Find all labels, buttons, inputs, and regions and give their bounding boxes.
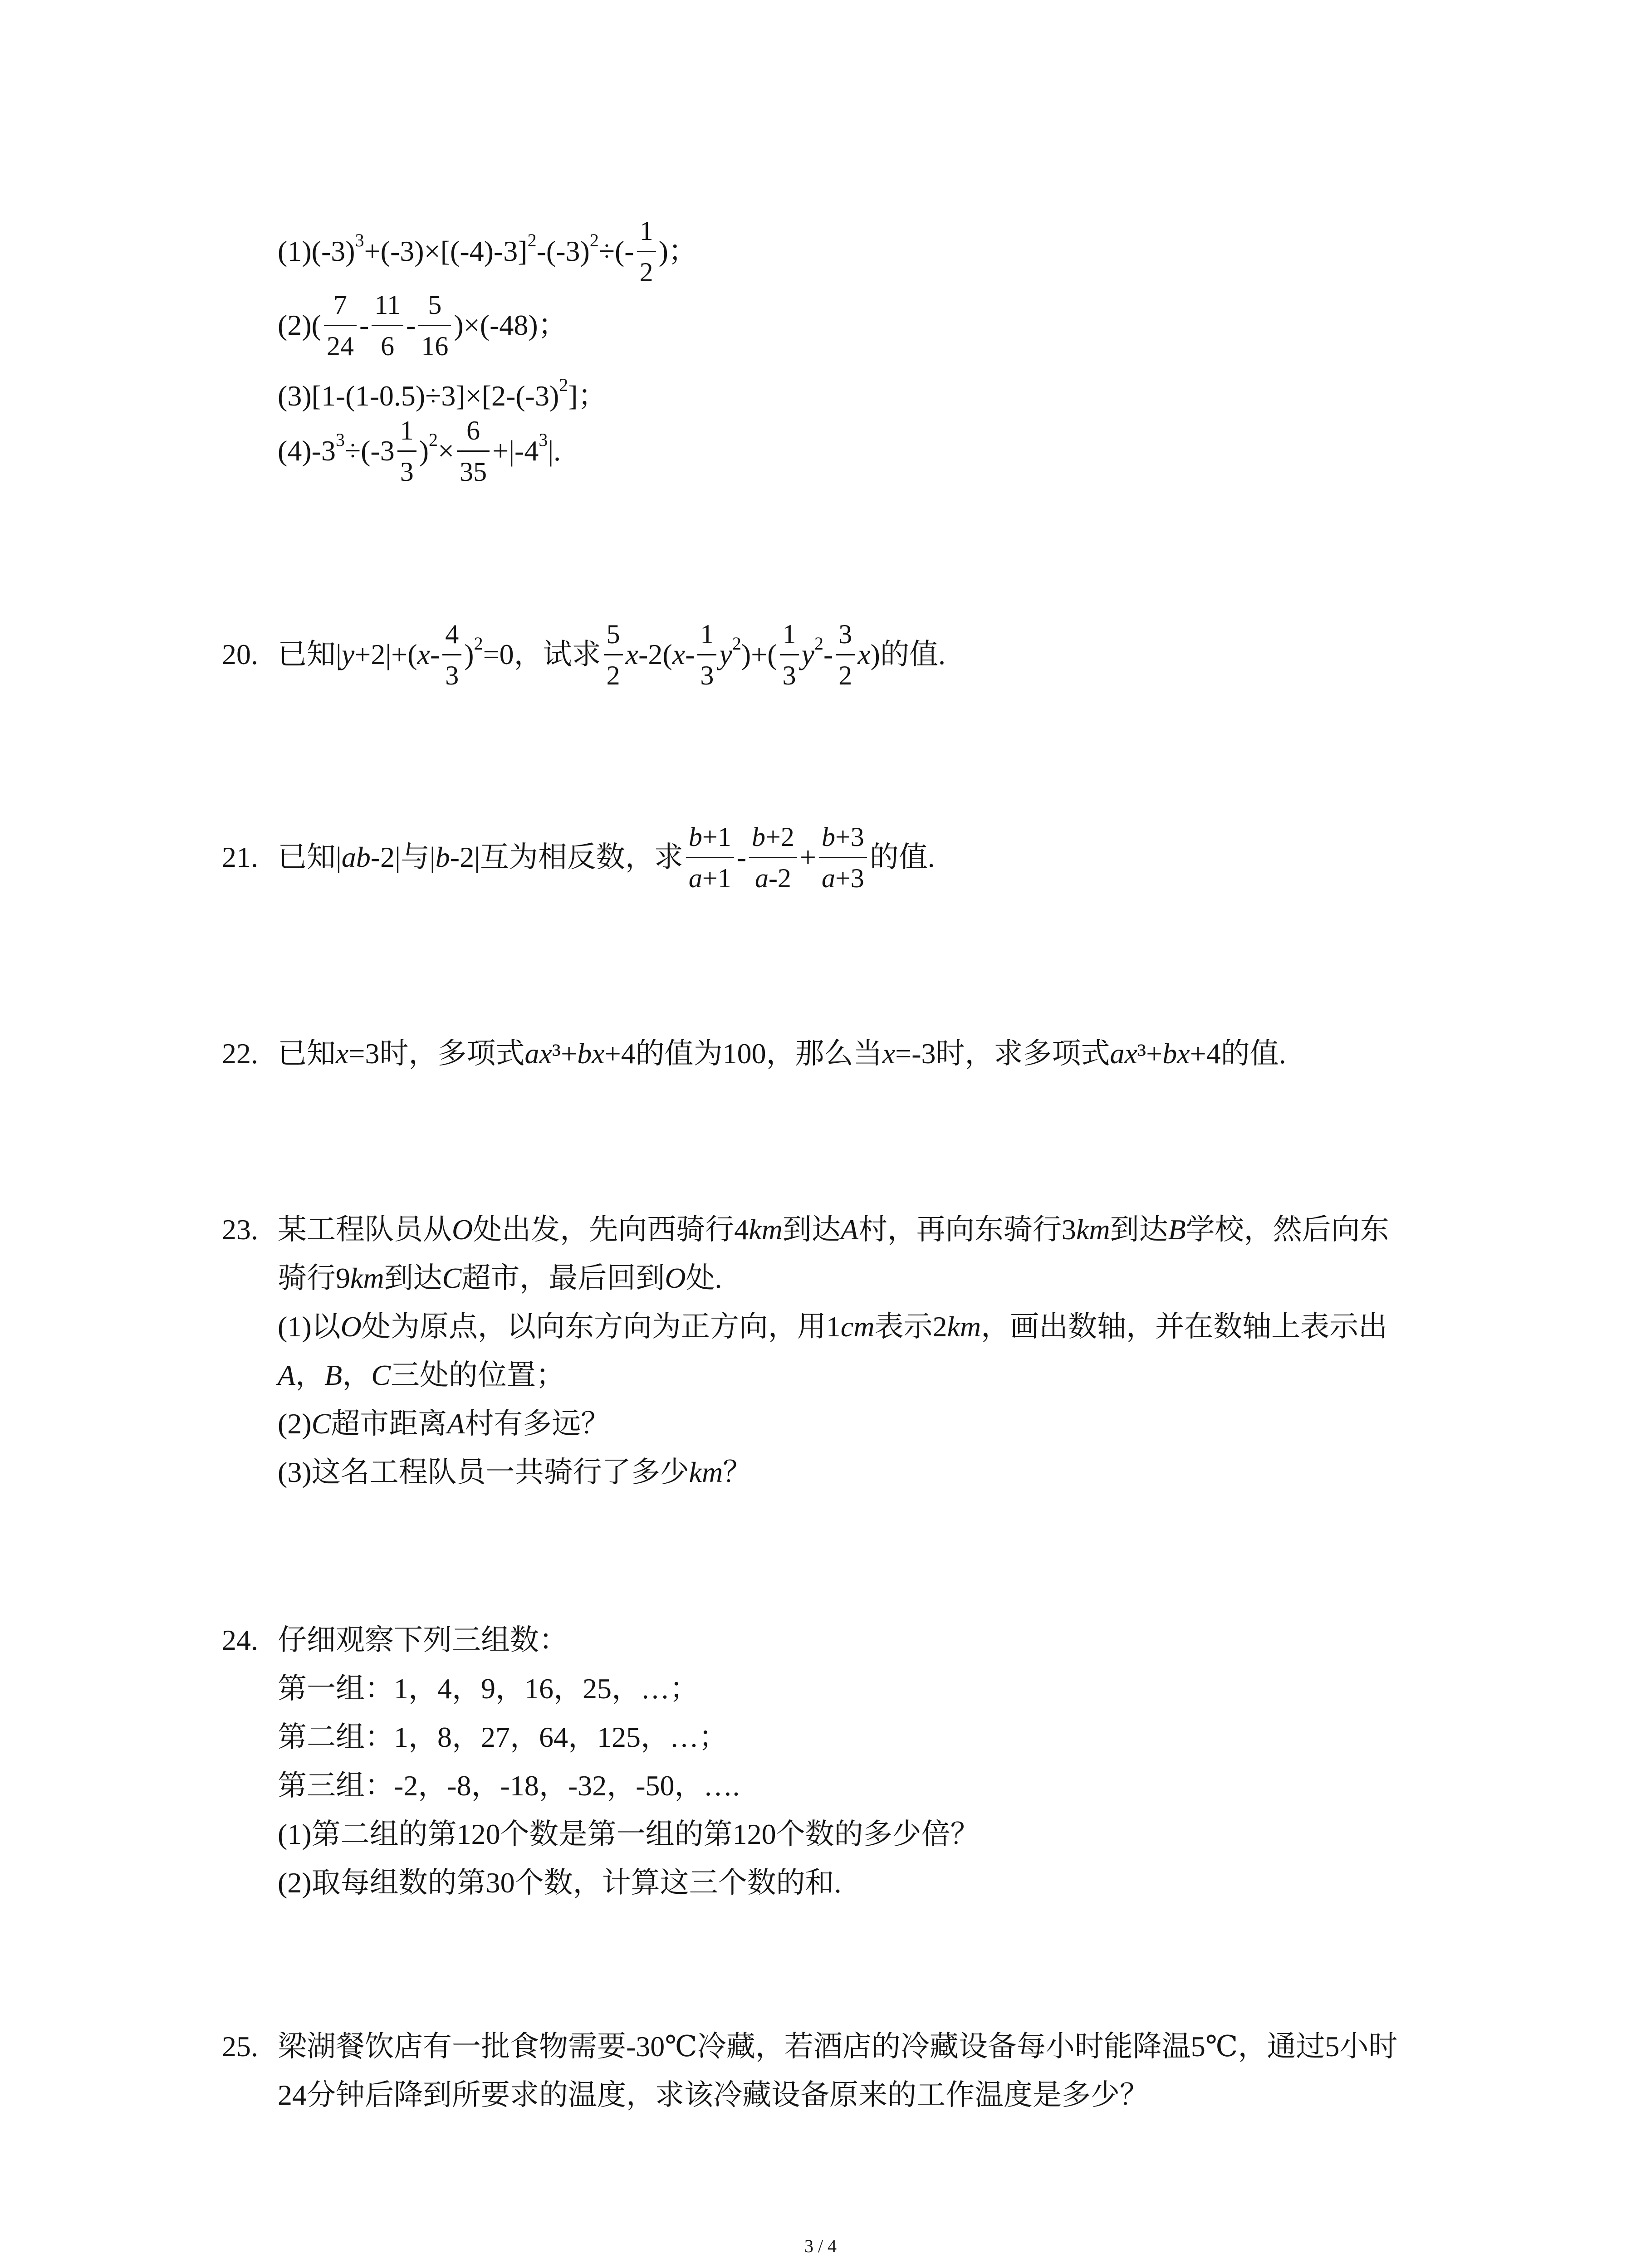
fraction <box>780 618 799 692</box>
math-text: ³+ <box>1137 1037 1163 1070</box>
math-text: 3 <box>700 660 714 690</box>
problem-number: 23. <box>222 1213 258 1246</box>
math-variable: y <box>801 638 814 670</box>
problem-21-line-1 <box>222 821 935 893</box>
math-text: 3 <box>400 456 414 487</box>
math-variable: A <box>840 1213 858 1246</box>
problem-number: 24. <box>222 1623 258 1656</box>
math-text: (3)[1-(1-0.5)÷3]×[2-(-3) <box>278 379 559 412</box>
superscript: 2 <box>429 430 438 450</box>
fraction <box>604 618 623 692</box>
math-variable: x <box>336 1037 349 1070</box>
math-text: 4 <box>445 619 459 649</box>
math-text: ) <box>419 434 429 467</box>
math-text: 16 <box>421 331 449 361</box>
math-text: +|-4 <box>492 434 539 467</box>
math-variable: x <box>882 1037 896 1070</box>
superscript: 2 <box>527 230 537 250</box>
math-variable: km <box>1076 1213 1110 1246</box>
page-number: 3 / 4 <box>804 2236 837 2256</box>
fraction <box>324 288 357 362</box>
fraction-numerator <box>324 288 357 326</box>
fraction <box>442 618 461 692</box>
superscript: 2 <box>732 633 741 654</box>
math-text: +(-3)×[(-4)-3] <box>364 235 528 267</box>
problem-number: 22. <box>222 1037 258 1070</box>
math-text: )； <box>658 235 697 267</box>
math-text: 骑行9 <box>278 1261 350 1294</box>
math-text: |. <box>548 434 561 467</box>
math-text: 2 <box>639 257 653 287</box>
math-variable: A <box>278 1359 296 1391</box>
math-text: - <box>359 308 369 341</box>
math-text: 第二组：1，8，27，64，125，…； <box>278 1721 728 1753</box>
problem-24-subquestion-2 <box>278 1858 842 1907</box>
fraction-denominator <box>686 858 734 894</box>
math-text: )的值. <box>870 638 945 670</box>
math-text: 的值. <box>869 841 935 873</box>
fraction-denominator <box>324 326 357 362</box>
math-text: 处为原点，以向东方向为正方向，用1 <box>361 1310 841 1343</box>
problem-23-subquestion-3 <box>278 1448 752 1497</box>
math-variable: C <box>442 1261 462 1294</box>
math-text: +1 <box>702 821 731 852</box>
superscript: 3 <box>335 430 345 450</box>
math-text: - <box>823 638 833 670</box>
math-text: 学校，然后向东 <box>1185 1213 1389 1246</box>
problem-23-subquestion-1-cont <box>278 1351 565 1400</box>
math-variable: y <box>341 638 355 670</box>
math-text: 到达 <box>384 1261 442 1294</box>
fraction-denominator <box>397 452 416 488</box>
math-text: 1 <box>639 215 653 246</box>
math-text: ÷(- <box>598 235 634 267</box>
math-text: 某工程队员从 <box>278 1213 452 1246</box>
math-text: + <box>799 841 816 873</box>
problem-22-line-1 <box>222 1029 1286 1078</box>
problem-number: 20. <box>222 638 258 670</box>
math-variable: b <box>435 841 450 873</box>
math-text: 表示2 <box>874 1310 947 1343</box>
math-variable: km <box>947 1310 981 1343</box>
problem-23-subquestion-1 <box>278 1302 1387 1351</box>
math-text: 第一组：1，4，9，16，25，…； <box>278 1672 699 1705</box>
math-text: 已知 <box>278 1037 336 1070</box>
math-variable: x <box>672 638 686 670</box>
fraction <box>418 288 451 362</box>
fraction-numerator <box>780 618 799 655</box>
fraction-numerator <box>604 618 623 655</box>
math-variable: O <box>665 1261 686 1294</box>
problem-19-item-1 <box>278 215 697 287</box>
problem-24-group-3 <box>278 1761 740 1810</box>
math-text: 已知| <box>278 638 342 670</box>
math-variable: B <box>1168 1213 1186 1246</box>
math-text: (2)( <box>278 308 321 341</box>
superscript: 2 <box>589 230 599 250</box>
math-variable: y <box>719 638 732 670</box>
math-text: 3 <box>838 619 852 649</box>
fraction <box>372 288 403 362</box>
math-variable: O <box>340 1310 362 1343</box>
fraction-denominator <box>836 655 855 692</box>
fraction <box>749 821 797 894</box>
superscript: 3 <box>539 430 548 450</box>
math-variable: cm <box>840 1310 875 1343</box>
math-text: 5 <box>428 289 442 320</box>
fraction-denominator <box>637 252 656 288</box>
fraction-denominator <box>457 452 490 488</box>
problem-19-item-2 <box>278 289 567 361</box>
math-text: +2|+( <box>354 638 417 670</box>
math-text: (2)取每组数的第30个数，计算这三个数的和. <box>278 1866 842 1899</box>
math-variable: ax <box>1110 1037 1137 1070</box>
math-text: - <box>685 638 695 670</box>
math-text: 仔细观察下列三组数： <box>278 1623 568 1656</box>
math-text: 到达 <box>782 1213 841 1246</box>
math-text: ，画出数轴，并在数轴上表示出 <box>981 1310 1388 1343</box>
fraction-denominator <box>372 326 403 362</box>
problem-25-line-2 <box>278 2071 1149 2120</box>
math-text: -2|与| <box>370 841 436 873</box>
math-text: +3 <box>835 821 864 852</box>
fraction-numerator <box>397 414 416 452</box>
problem-number: 25. <box>222 2030 258 2063</box>
math-variable: km <box>350 1261 384 1294</box>
math-text: (1)(-3) <box>278 235 355 267</box>
math-variable: a <box>688 863 702 893</box>
problem-number: 21. <box>222 841 258 873</box>
math-text: ]； <box>568 379 607 412</box>
fraction-numerator <box>686 821 734 858</box>
math-text: =3时，多项式 <box>348 1037 525 1070</box>
math-variable: C <box>311 1407 331 1440</box>
fraction-denominator <box>442 655 461 692</box>
math-variable: bx <box>577 1037 605 1070</box>
problem-25-line-1 <box>222 2022 1398 2071</box>
math-text: 5 <box>606 619 620 649</box>
fraction <box>637 215 656 288</box>
math-text: (1)以 <box>278 1310 341 1343</box>
math-text: -2|互为相反数，求 <box>450 841 683 873</box>
math-variable: km <box>749 1213 783 1246</box>
math-text: 2 <box>838 660 852 690</box>
math-text: 24 <box>326 331 354 361</box>
fraction-numerator <box>372 288 403 326</box>
math-text: - <box>736 841 747 873</box>
math-variable: B <box>324 1359 343 1391</box>
problem-24-subquestion-1 <box>278 1810 980 1859</box>
fraction-denominator <box>780 655 799 692</box>
fraction <box>819 821 867 894</box>
problem-24-group-1 <box>278 1664 699 1713</box>
fraction <box>697 618 716 692</box>
math-text: 村，再向东骑行3 <box>858 1213 1076 1246</box>
fraction <box>397 414 416 488</box>
fraction-numerator <box>457 414 490 452</box>
fraction-numerator <box>749 821 797 858</box>
fraction <box>836 618 855 692</box>
fraction-numerator <box>697 618 716 655</box>
math-variable: ax <box>524 1037 552 1070</box>
problem-19-item-3 <box>278 371 607 420</box>
math-text: 1 <box>700 619 714 649</box>
fraction-numerator <box>442 618 461 655</box>
math-text: ， <box>295 1359 325 1391</box>
math-text: )×(-48)； <box>454 308 567 341</box>
fraction-denominator <box>604 655 623 692</box>
problem-24-group-2 <box>278 1713 728 1762</box>
math-text: (2) <box>278 1407 312 1440</box>
math-text: -(-3) <box>536 235 590 267</box>
math-variable: x <box>417 638 430 670</box>
math-text: 6 <box>466 415 480 445</box>
math-variable: b <box>752 821 766 852</box>
superscript: 2 <box>474 633 483 654</box>
problem-20-line-1 <box>222 619 945 690</box>
math-text: 3 <box>445 660 459 690</box>
problem-23-subquestion-2 <box>278 1399 610 1448</box>
math-text: 已知| <box>278 841 342 873</box>
math-text: 11 <box>374 289 401 320</box>
fraction-numerator <box>637 215 656 252</box>
math-text: ？ <box>723 1456 752 1488</box>
fraction <box>457 414 490 488</box>
math-text: +1 <box>702 863 731 893</box>
math-text: 超市，最后回到 <box>461 1261 665 1294</box>
math-text: +4的值为100，那么当 <box>604 1037 882 1070</box>
math-text: +2 <box>765 821 794 852</box>
problem-23-line-1 <box>222 1205 1389 1254</box>
math-text: 超市距离 <box>331 1407 447 1440</box>
math-variable: A <box>447 1407 465 1440</box>
math-variable: x <box>857 638 871 670</box>
math-text: =-3时，求多项式 <box>895 1037 1110 1070</box>
math-text: 2 <box>606 660 620 690</box>
math-text: 1 <box>400 415 414 445</box>
math-text: ÷(-3 <box>344 434 395 467</box>
math-text: 第三组：-2，-8，-18，-32，-50，…. <box>278 1769 740 1802</box>
fraction <box>686 821 734 894</box>
math-variable: km <box>689 1456 723 1488</box>
problem-24-line-1 <box>222 1616 568 1665</box>
math-text: =0，试求 <box>483 638 601 670</box>
math-text: (3)这名工程队员一共骑行了多少 <box>278 1456 689 1488</box>
math-text: -2( <box>638 638 672 670</box>
math-text: 处出发，先向西骑行4 <box>473 1213 749 1246</box>
math-text: (4)-3 <box>278 434 336 467</box>
math-text: +3 <box>835 863 864 893</box>
math-text: )+( <box>741 638 777 670</box>
fraction-numerator <box>819 821 867 858</box>
fraction-denominator <box>819 858 867 894</box>
math-text: (1)第二组的第120个数是第一组的第120个数的多少倍？ <box>278 1818 980 1850</box>
math-text: -2 <box>768 863 791 893</box>
superscript: 3 <box>355 230 364 250</box>
math-variable: x <box>625 638 639 670</box>
math-text: 3 <box>782 660 796 690</box>
math-text: 1 <box>782 619 796 649</box>
math-text: 6 <box>381 331 395 361</box>
math-variable: ab <box>341 841 371 873</box>
math-text: - <box>430 638 440 670</box>
math-text: 三处的位置； <box>390 1359 565 1391</box>
math-text: 村有多远？ <box>465 1407 610 1440</box>
fraction-denominator <box>697 655 716 692</box>
math-text: 7 <box>333 289 347 320</box>
fraction-denominator <box>749 858 797 894</box>
math-text: ³+ <box>552 1037 578 1070</box>
math-text: +4的值. <box>1190 1037 1286 1070</box>
math-variable: a <box>754 863 769 893</box>
math-variable: bx <box>1162 1037 1190 1070</box>
problem-19-item-4 <box>278 415 561 487</box>
math-text: 处. <box>686 1261 722 1294</box>
fraction-numerator <box>418 288 451 326</box>
math-variable: O <box>452 1213 473 1246</box>
math-text: 到达 <box>1110 1213 1168 1246</box>
math-text: 梁湖餐饮店有一批食物需要-30℃冷藏，若酒店的冷藏设备每小时能降温5℃，通过5小时 <box>278 2030 1398 2063</box>
superscript: 2 <box>559 375 568 395</box>
math-text: 24分钟后降到所要求的温度，求该冷藏设备原来的工作温度是多少？ <box>278 2078 1149 2111</box>
superscript: 2 <box>814 633 823 654</box>
math-variable: b <box>688 821 702 852</box>
math-text: 35 <box>460 456 487 487</box>
math-variable: C <box>371 1359 391 1391</box>
fraction-numerator <box>836 618 855 655</box>
math-variable: b <box>821 821 835 852</box>
problem-23-line-2 <box>278 1254 722 1303</box>
math-text: ) <box>464 638 474 670</box>
math-text: ， <box>342 1359 372 1391</box>
fraction-denominator <box>418 326 451 362</box>
math-text: × <box>438 434 455 467</box>
math-text: - <box>406 308 416 341</box>
math-variable: a <box>821 863 835 893</box>
